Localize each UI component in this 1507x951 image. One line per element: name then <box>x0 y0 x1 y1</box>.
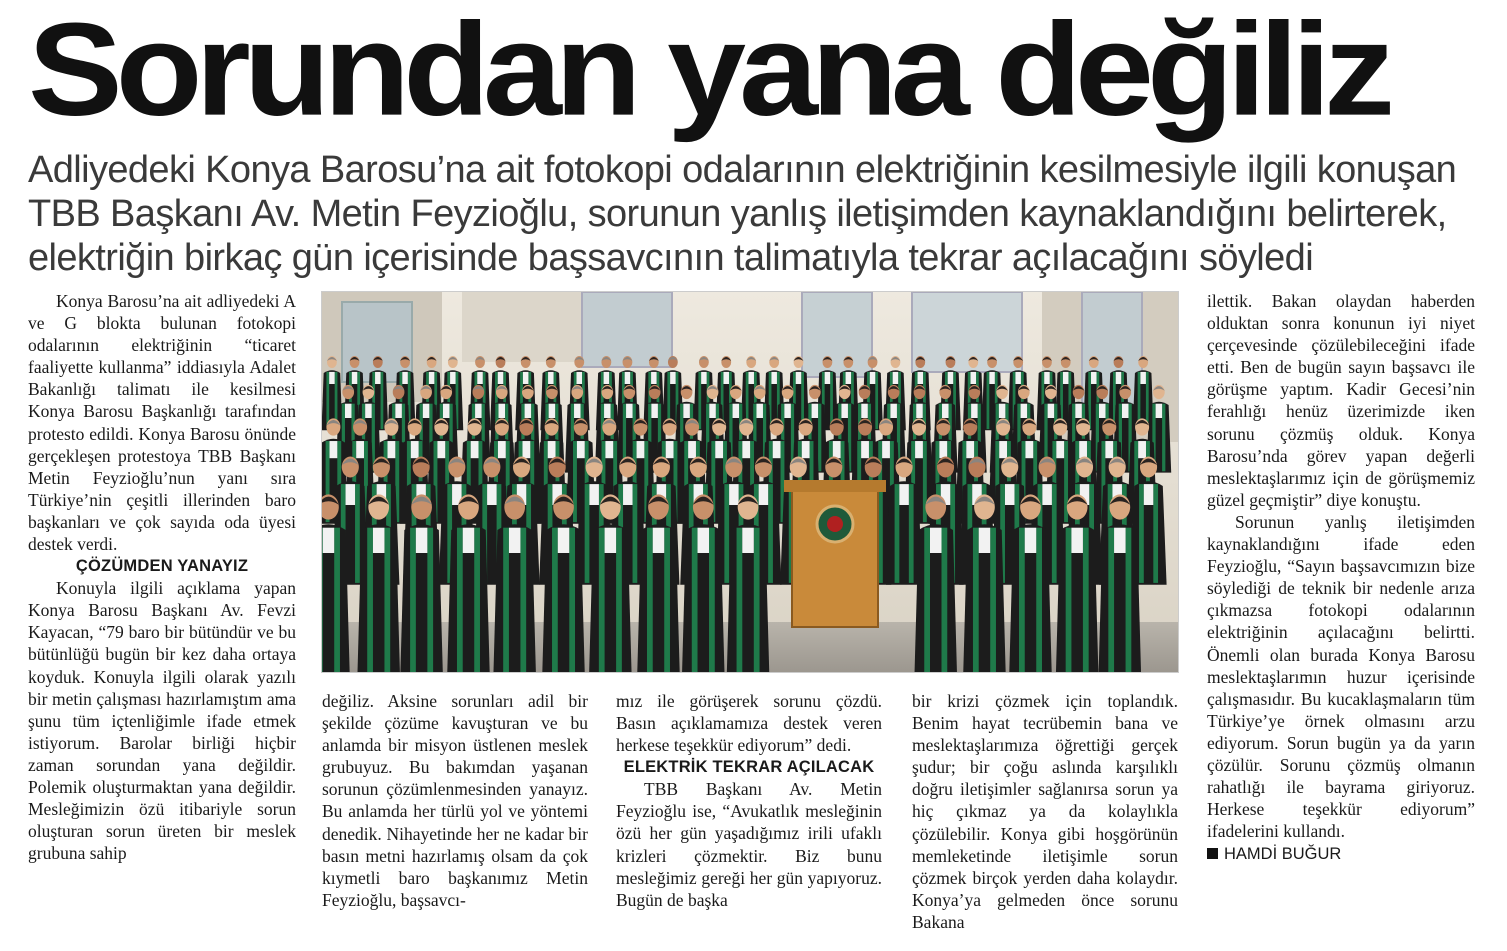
paragraph: bir krizi çözmek için toplandık. Benim hayat tecrübemin bana ve meslektaşlarımıza öğrettiği gerçek şudur; bir çoğu aslında karşılıklı doğru iletişimler sağlanırsa sorun ya hiç çıkmaz ya da kolaylıkla çözülebilir. Konya gibi hoşgörünün memleketinde iletişimle sorun çözmek birçok yerden daha kolaydır. Konya’ya gelmeden önce sorunu Bakana <box>912 691 1178 932</box>
deck-line: elektriğin birkaç gün içerisinde başsavcının talimatıyla tekrar açılacağını söyledi <box>28 237 1314 279</box>
article-column-1 <box>28 290 296 864</box>
headline: Sorundan yana değiliz <box>28 0 1389 144</box>
paragraph: TBB Başkanı Av. Metin Feyzioğlu ise, “Avukatlık mesleğinin özü her gün yaşadığımız irili ufaklı krizleri çözmektir. Biz bunu mesleğimiz gereği her gün yapıyoruz. Bugün de başka <box>616 779 882 910</box>
article-column-4 <box>912 690 1178 933</box>
article-column-5 <box>1207 290 1475 866</box>
paragraph: Sorunun yanlış iletişimden kaynaklandığını ifade eden Feyzioğlu, “Sayın başsavcımızın bize söylediği de teknik bir nedenle arıza çıkmazsa fotokopi odalarının elektriğinin açılacağını belirtti. Önemli olan burada Konya Barosu meslektaşlarımın huzur içerisinde çalışmasıdır. Bu kucaklaşmaların tüm Türkiye’ye örnek olmasını arzu ediyorum. Sorun bugün ya da yarın çözülür. Sorunu çözmüş olmanın rahatlığı ile bayrama giriyoruz. Herkese teşekkür ediyorum” ifadelerini kullandı. <box>1207 511 1475 842</box>
byline <box>1207 842 1475 866</box>
byline-square-icon <box>1207 848 1218 859</box>
group-photo <box>322 292 1178 672</box>
paragraph: Konya Barosu’na ait adliyedeki A ve G blokta bulunan fotokopi odalarının elektriğinin “ticaret faaliyette kullanma” iddiasıyla Adalet Bakanlığı talimatı ile kesilmesi Konya Barosu Başkanlığı tarafından protesto edildi. Konya Barosu önünde gerçekleşen protestoya TBB Başkanı Metin Feyzioğlu’nun yanı sıra Türkiye’nin çeşitli illerinden baro başkanları ve çok sayıda oda üyesi destek verdi. <box>28 291 296 555</box>
deck-line: Adliyedeki Konya Barosu’na ait fotokopi odalarının elektriğinin kesilmesiyle ilgili konuşan <box>28 149 1457 191</box>
subheading: ELEKTRİK TEKRAR AÇILACAK <box>623 758 875 777</box>
article-column-3 <box>616 690 882 911</box>
article-column-2 <box>322 690 588 911</box>
protest-photo-illustration <box>322 292 1178 672</box>
paragraph: Konuyla ilgili açıklama yapan Konya Barosu Başkanı Av. Fevzi Kayacan, “79 baro bir bütündür ve bu bütünlüğü bugün bir kez daha ortaya koyduk. Konuyla ilgili olarak yazılı bir metin çalışması hazırlamıştım ama şunu tüm içtenliğimle ifade etmek istiyorum. Barolar birliği hiçbir zaman sorundan yana değildir. Polemik oluşturmaktan yana değildir. Mesleğimizin özü itibariyle sorun oluşturan sorun üreten bir meslek grubuna sahip <box>28 578 296 864</box>
subheading: ÇÖZÜMDEN YANAYIZ <box>75 557 249 576</box>
paragraph: değiliz. Aksine sorunları adil bir şekilde çözüme kavuşturan ve bu anlamda bir misyon üstlenen meslek grubuyuz. Bu bakımdan yaşanan sorunun çözümlenmesinden yanayız. Bu anlamda her türlü yol ve yöntemi denedik. Nihayetinde her ne kadar bir basın metni hazırlamış olsam da çok kıymetli baro başkanımız Metin Feyzioğlu, başsavcı- <box>322 691 588 910</box>
deck <box>28 148 1488 280</box>
paragraph: mız ile görüşerek sorunu çözdü. Basın açıklamamıza destek veren herkese teşekkür ediyorum” dedi. <box>616 691 882 756</box>
paragraph: ilettik. Bakan olaydan haberden olduktan sonra konunun iyi niyet çerçevesinde çözülebileceğini ifade etti. Ben de bugün sayın başsavcı ile görüşme yaptım. Kadir Gecesi’nin ferahlığı henüz üzerimizde iken sorunu çözmüş olduk. Konya Barosu’nda görev yapan değerli meslektaşlarımız için de görüşmemiz güzel geçmiştir” diye konuştu. <box>1207 291 1475 510</box>
deck-line: TBB Başkanı Av. Metin Feyzioğlu, sorunun yanlış iletişimden kaynaklandığını belirterek, <box>28 193 1447 235</box>
byline-name: HAMDİ BUĞUR <box>1224 845 1342 864</box>
crowd <box>322 356 1171 672</box>
